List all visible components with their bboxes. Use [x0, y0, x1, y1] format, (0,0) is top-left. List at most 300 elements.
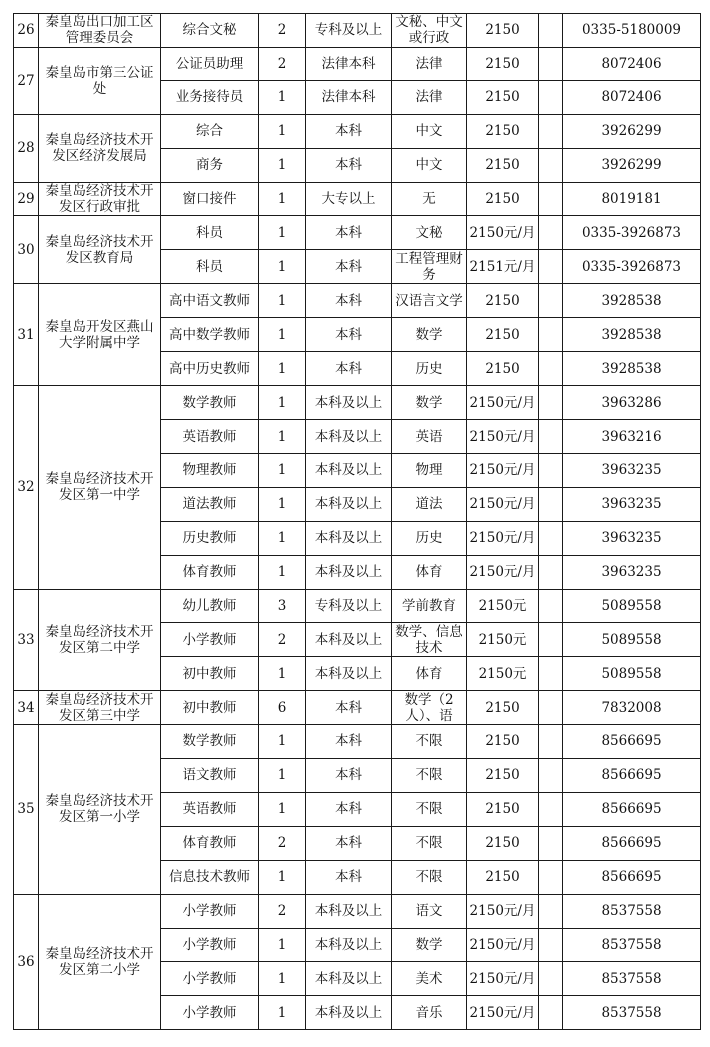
count-cell	[259, 521, 306, 555]
education-cell	[306, 894, 392, 928]
salary-cell	[467, 318, 539, 352]
major-cell	[392, 216, 467, 250]
row-number: 28	[14, 114, 39, 182]
count-cell	[259, 657, 306, 691]
education-cell	[306, 81, 392, 115]
education-cell-text: 本科及以上	[314, 665, 383, 682]
count-cell-text: 1	[277, 292, 287, 309]
position-cell	[161, 386, 259, 420]
salary-cell	[467, 182, 539, 216]
salary-cell-text: 2150元/月	[469, 936, 536, 953]
education-cell	[306, 250, 392, 284]
count-cell	[259, 555, 306, 589]
major-cell	[392, 352, 467, 386]
education-cell	[306, 860, 392, 894]
phone-cell: 7832008	[563, 691, 701, 725]
row-number: 30	[14, 216, 39, 284]
major-cell-text: 无	[422, 190, 436, 207]
row-number: 36	[14, 894, 39, 1030]
major-cell	[392, 47, 467, 81]
major-cell-text: 数学、信息技术	[395, 623, 463, 656]
position-cell-text: 综合	[196, 123, 223, 139]
employer-name-text: 秦皇岛经济技术开发区第二中学	[45, 623, 154, 656]
education-cell-text: 本科	[335, 360, 362, 377]
count-cell-text: 1	[277, 801, 287, 817]
position-cell-text: 初中教师	[182, 665, 237, 682]
education-cell-text: 本科及以上	[314, 1004, 383, 1021]
salary-cell-text: 2150元/月	[469, 394, 536, 411]
position-cell-text: 数学教师	[182, 733, 237, 750]
blank-cell	[539, 14, 563, 48]
table-row	[14, 182, 701, 216]
position-cell-text: 业务接待员	[175, 89, 244, 106]
education-cell	[306, 47, 392, 81]
education-cell	[306, 386, 392, 420]
education-cell-text: 本科及以上	[314, 936, 383, 953]
major-cell-text: 不限	[415, 801, 443, 817]
education-cell	[306, 352, 392, 386]
position-cell	[161, 521, 259, 555]
education-cell-text: 本科	[335, 835, 362, 851]
count-cell	[259, 691, 306, 725]
employer-name-text: 秦皇岛经济技术开发区教育局	[45, 233, 154, 266]
row-number: 34	[14, 691, 39, 725]
salary-cell	[467, 14, 539, 48]
count-cell-text: 3	[277, 597, 287, 614]
row-number: 35	[14, 725, 39, 895]
position-cell	[161, 284, 259, 318]
education-cell	[306, 14, 392, 48]
count-cell	[259, 148, 306, 182]
education-cell-text: 本科	[335, 292, 362, 309]
phone-cell: 3926299	[563, 148, 701, 182]
count-cell	[259, 284, 306, 318]
salary-cell-text: 2150元/月	[469, 496, 536, 512]
education-cell	[306, 487, 392, 521]
salary-cell-text: 2150元/月	[469, 564, 536, 580]
position-cell	[161, 792, 259, 826]
blank-cell	[539, 182, 563, 216]
salary-cell	[467, 860, 539, 894]
count-cell-text: 6	[277, 699, 287, 716]
count-cell	[259, 114, 306, 148]
count-cell-text: 1	[277, 462, 287, 479]
salary-cell	[467, 114, 539, 148]
position-cell	[161, 47, 259, 81]
position-cell-text: 高中历史教师	[169, 360, 250, 377]
count-cell-text: 2	[277, 835, 287, 851]
major-cell-text: 工程管理财务	[395, 250, 463, 283]
salary-cell	[467, 589, 539, 623]
major-cell	[392, 114, 467, 148]
major-cell-text: 数学（2人）、语	[404, 691, 454, 724]
education-cell-text: 法律本科	[321, 55, 376, 72]
count-cell-text: 1	[277, 428, 287, 445]
count-cell-text: 1	[277, 190, 287, 207]
salary-cell	[467, 928, 539, 962]
count-cell-text: 1	[277, 1004, 287, 1021]
salary-cell-text: 2150元/月	[469, 224, 536, 241]
salary-cell	[467, 623, 539, 657]
blank-cell	[539, 352, 563, 386]
count-cell-text: 1	[277, 326, 287, 343]
count-cell	[259, 386, 306, 420]
position-cell-text: 小学教师	[182, 631, 237, 648]
major-cell-text: 数学	[415, 394, 443, 411]
education-cell	[306, 284, 392, 318]
table-row	[14, 386, 701, 420]
education-cell	[306, 318, 392, 352]
count-cell-text: 2	[277, 55, 287, 72]
education-cell	[306, 521, 392, 555]
row-number: 27	[14, 47, 39, 114]
education-cell	[306, 623, 392, 657]
salary-cell-text: 2150	[485, 326, 520, 343]
employer-name-text: 秦皇岛经济技术开发区经济发展局	[45, 132, 154, 164]
phone-cell: 8537558	[563, 928, 701, 962]
major-cell	[392, 487, 467, 521]
major-cell	[392, 182, 467, 216]
education-cell	[306, 928, 392, 962]
education-cell	[306, 555, 392, 589]
education-cell	[306, 962, 392, 996]
major-cell-text: 汉语言文学	[395, 292, 463, 309]
position-cell-text: 英语教师	[182, 801, 237, 817]
count-cell	[259, 996, 306, 1030]
blank-cell	[539, 284, 563, 318]
count-cell-text: 1	[277, 123, 287, 139]
education-cell-text: 本科及以上	[314, 530, 383, 546]
blank-cell	[539, 962, 563, 996]
salary-cell	[467, 284, 539, 318]
major-cell-text: 体育	[415, 665, 443, 682]
salary-cell-text: 2150元/月	[469, 1004, 536, 1021]
salary-cell	[467, 250, 539, 284]
salary-cell-text: 2150	[485, 190, 520, 207]
count-cell-text: 1	[277, 394, 287, 411]
position-cell-text: 商务	[196, 157, 223, 173]
count-cell-text: 2	[277, 631, 287, 648]
phone-cell: 3963235	[563, 487, 701, 521]
count-cell	[259, 962, 306, 996]
major-cell	[392, 454, 467, 488]
row-number: 29	[14, 182, 39, 216]
salary-cell-text: 2150元/月	[469, 462, 536, 479]
position-cell	[161, 114, 259, 148]
blank-cell	[539, 589, 563, 623]
major-cell-text: 法律	[415, 55, 443, 72]
education-cell-text: 本科及以上	[314, 564, 383, 580]
count-cell-text: 1	[277, 564, 287, 580]
major-cell-text: 语文	[415, 903, 443, 919]
position-cell-text: 科员	[196, 224, 223, 241]
education-cell-text: 本科	[335, 326, 362, 343]
blank-cell	[539, 521, 563, 555]
major-cell	[392, 148, 467, 182]
major-cell-text: 法律	[415, 89, 443, 106]
major-cell	[392, 725, 467, 759]
position-cell	[161, 826, 259, 860]
employer-name-text: 秦皇岛经济技术开发区第二小学	[45, 945, 154, 978]
position-cell	[161, 758, 259, 792]
phone-cell: 3963235	[563, 555, 701, 589]
blank-cell	[539, 758, 563, 792]
salary-cell	[467, 962, 539, 996]
salary-cell	[467, 792, 539, 826]
table-row	[14, 14, 701, 48]
count-cell	[259, 758, 306, 792]
employer-name-text: 秦皇岛出口加工区管理委员会	[45, 14, 154, 47]
phone-cell: 3963286	[563, 386, 701, 420]
position-cell	[161, 962, 259, 996]
phone-cell: 5089558	[563, 657, 701, 691]
phone-cell: 3926299	[563, 114, 701, 148]
table-row	[14, 589, 701, 623]
position-cell-text: 信息技术教师	[169, 869, 250, 885]
position-cell-text: 公证员助理	[175, 55, 244, 72]
education-cell-text: 本科	[335, 224, 362, 241]
major-cell	[392, 589, 467, 623]
education-cell-text: 本科及以上	[314, 394, 383, 411]
salary-cell-text: 2150	[485, 767, 520, 783]
salary-cell	[467, 758, 539, 792]
table-body	[14, 14, 701, 1030]
salary-cell	[467, 487, 539, 521]
employer-name-text: 秦皇岛经济技术开发区第一中学	[45, 471, 154, 504]
row-number: 32	[14, 386, 39, 590]
count-cell-text: 2	[277, 903, 287, 919]
salary-cell-text: 2150	[485, 123, 520, 139]
major-cell	[392, 758, 467, 792]
education-cell	[306, 657, 392, 691]
count-cell	[259, 216, 306, 250]
major-cell-text: 不限	[415, 767, 443, 783]
major-cell-text: 美术	[415, 970, 443, 987]
major-cell	[392, 657, 467, 691]
count-cell	[259, 14, 306, 48]
count-cell	[259, 894, 306, 928]
salary-cell	[467, 454, 539, 488]
employer-name	[39, 114, 161, 182]
salary-cell-text: 2150	[485, 157, 520, 173]
position-cell-text: 小学教师	[182, 936, 237, 953]
blank-cell	[539, 555, 563, 589]
major-cell-text: 物理	[415, 462, 443, 479]
major-cell	[392, 81, 467, 115]
salary-cell-text: 2150元/月	[469, 903, 536, 919]
major-cell	[392, 521, 467, 555]
employer-name-text: 秦皇岛市第三公证处	[45, 64, 154, 97]
blank-cell	[539, 114, 563, 148]
major-cell-text: 数学	[415, 326, 443, 343]
blank-cell	[539, 894, 563, 928]
position-cell	[161, 487, 259, 521]
position-cell-text: 语文教师	[182, 767, 237, 783]
major-cell	[392, 420, 467, 454]
count-cell-text: 1	[277, 496, 287, 512]
position-cell	[161, 928, 259, 962]
education-cell	[306, 589, 392, 623]
position-cell	[161, 14, 259, 48]
education-cell-text: 本科及以上	[314, 970, 383, 987]
position-cell	[161, 318, 259, 352]
major-cell-text: 数学	[415, 936, 443, 953]
major-cell	[392, 792, 467, 826]
phone-cell: 8537558	[563, 894, 701, 928]
education-cell-text: 本科	[335, 767, 362, 783]
blank-cell	[539, 691, 563, 725]
table-row	[14, 691, 701, 725]
blank-cell	[539, 996, 563, 1030]
count-cell-text: 1	[277, 970, 287, 987]
major-cell	[392, 555, 467, 589]
count-cell-text: 1	[277, 665, 287, 682]
education-cell-text: 本科	[335, 123, 362, 139]
position-cell-text: 初中教师	[182, 699, 237, 716]
education-cell-text: 本科	[335, 699, 362, 716]
education-cell-text: 专科及以上	[314, 597, 383, 614]
employer-name	[39, 182, 161, 216]
major-cell-text: 不限	[415, 733, 443, 750]
major-cell	[392, 284, 467, 318]
education-cell	[306, 996, 392, 1030]
blank-cell	[539, 216, 563, 250]
table-row	[14, 216, 701, 250]
phone-cell: 3928538	[563, 352, 701, 386]
phone-cell: 8537558	[563, 996, 701, 1030]
position-cell-text: 高中数学教师	[169, 326, 250, 343]
major-cell	[392, 860, 467, 894]
education-cell-text: 本科及以上	[314, 462, 383, 479]
count-cell-text: 1	[277, 89, 287, 106]
salary-cell-text: 2150	[485, 733, 520, 750]
major-cell	[392, 928, 467, 962]
count-cell	[259, 454, 306, 488]
education-cell	[306, 114, 392, 148]
phone-cell: 8019181	[563, 182, 701, 216]
major-cell-text: 不限	[415, 835, 443, 851]
education-cell-text: 本科	[335, 258, 362, 275]
salary-cell	[467, 555, 539, 589]
employer-name	[39, 284, 161, 386]
position-cell-text: 幼儿教师	[182, 597, 237, 614]
major-cell	[392, 386, 467, 420]
count-cell	[259, 47, 306, 81]
phone-cell: 3928538	[563, 284, 701, 318]
count-cell	[259, 792, 306, 826]
education-cell-text: 本科及以上	[314, 903, 383, 919]
table-row	[14, 47, 701, 81]
phone-cell: 0335-5180009	[563, 14, 701, 48]
position-cell-text: 数学教师	[182, 394, 237, 411]
employer-name-text: 秦皇岛经济技术开发区第三中学	[45, 691, 154, 724]
salary-cell-text: 2150	[485, 869, 520, 885]
major-cell-text: 文秘	[415, 224, 443, 241]
education-cell	[306, 725, 392, 759]
education-cell-text: 本科及以上	[314, 428, 383, 445]
major-cell	[392, 691, 467, 725]
position-cell	[161, 623, 259, 657]
major-cell-text: 历史	[415, 530, 443, 546]
salary-cell	[467, 81, 539, 115]
major-cell-text: 文秘、中文或行政	[395, 14, 463, 47]
employer-name	[39, 216, 161, 284]
salary-cell-text: 2150	[485, 89, 520, 106]
count-cell-text: 1	[277, 157, 287, 173]
table-row	[14, 284, 701, 318]
major-cell-text: 中文	[415, 157, 443, 173]
count-cell-text: 1	[277, 869, 287, 885]
row-number: 33	[14, 589, 39, 691]
count-cell	[259, 420, 306, 454]
phone-cell: 3963216	[563, 420, 701, 454]
phone-cell: 5089558	[563, 623, 701, 657]
count-cell-text: 1	[277, 224, 287, 241]
blank-cell	[539, 826, 563, 860]
position-cell	[161, 691, 259, 725]
salary-cell	[467, 725, 539, 759]
position-cell-text: 高中语文教师	[169, 292, 250, 309]
education-cell-text: 本科及以上	[314, 631, 383, 648]
salary-cell-text: 2151元/月	[469, 258, 536, 275]
salary-cell-text: 2150	[485, 360, 520, 377]
education-cell	[306, 454, 392, 488]
count-cell-text: 1	[277, 530, 287, 546]
salary-cell	[467, 894, 539, 928]
salary-cell-text: 2150	[485, 292, 520, 309]
major-cell-text: 学前教育	[402, 597, 456, 614]
position-cell	[161, 420, 259, 454]
blank-cell	[539, 454, 563, 488]
count-cell	[259, 725, 306, 759]
position-cell	[161, 894, 259, 928]
blank-cell	[539, 47, 563, 81]
salary-cell-text: 2150元/月	[469, 428, 536, 445]
table-row	[14, 894, 701, 928]
count-cell-text: 1	[277, 936, 287, 953]
salary-cell	[467, 826, 539, 860]
employer-name	[39, 14, 161, 48]
salary-cell	[467, 521, 539, 555]
row-number: 26	[14, 14, 39, 48]
blank-cell	[539, 148, 563, 182]
position-cell	[161, 148, 259, 182]
salary-cell-text: 2150元/月	[469, 970, 536, 987]
salary-cell-text: 2150	[485, 22, 520, 39]
major-cell	[392, 318, 467, 352]
count-cell	[259, 826, 306, 860]
salary-cell-text: 2150	[485, 699, 520, 716]
phone-cell: 3928538	[563, 318, 701, 352]
count-cell-text: 2	[277, 22, 287, 39]
phone-cell: 3963235	[563, 521, 701, 555]
blank-cell	[539, 318, 563, 352]
position-cell	[161, 182, 259, 216]
position-cell	[161, 216, 259, 250]
phone-cell: 5089558	[563, 589, 701, 623]
salary-cell	[467, 386, 539, 420]
major-cell-text: 音乐	[415, 1004, 443, 1021]
major-cell	[392, 962, 467, 996]
count-cell	[259, 318, 306, 352]
salary-cell-text: 2150元/月	[469, 530, 536, 546]
recruitment-table	[13, 13, 701, 1030]
education-cell	[306, 216, 392, 250]
education-cell-text: 专科及以上	[314, 22, 383, 39]
major-cell	[392, 14, 467, 48]
salary-cell-text: 2150元	[478, 665, 527, 682]
position-cell	[161, 657, 259, 691]
